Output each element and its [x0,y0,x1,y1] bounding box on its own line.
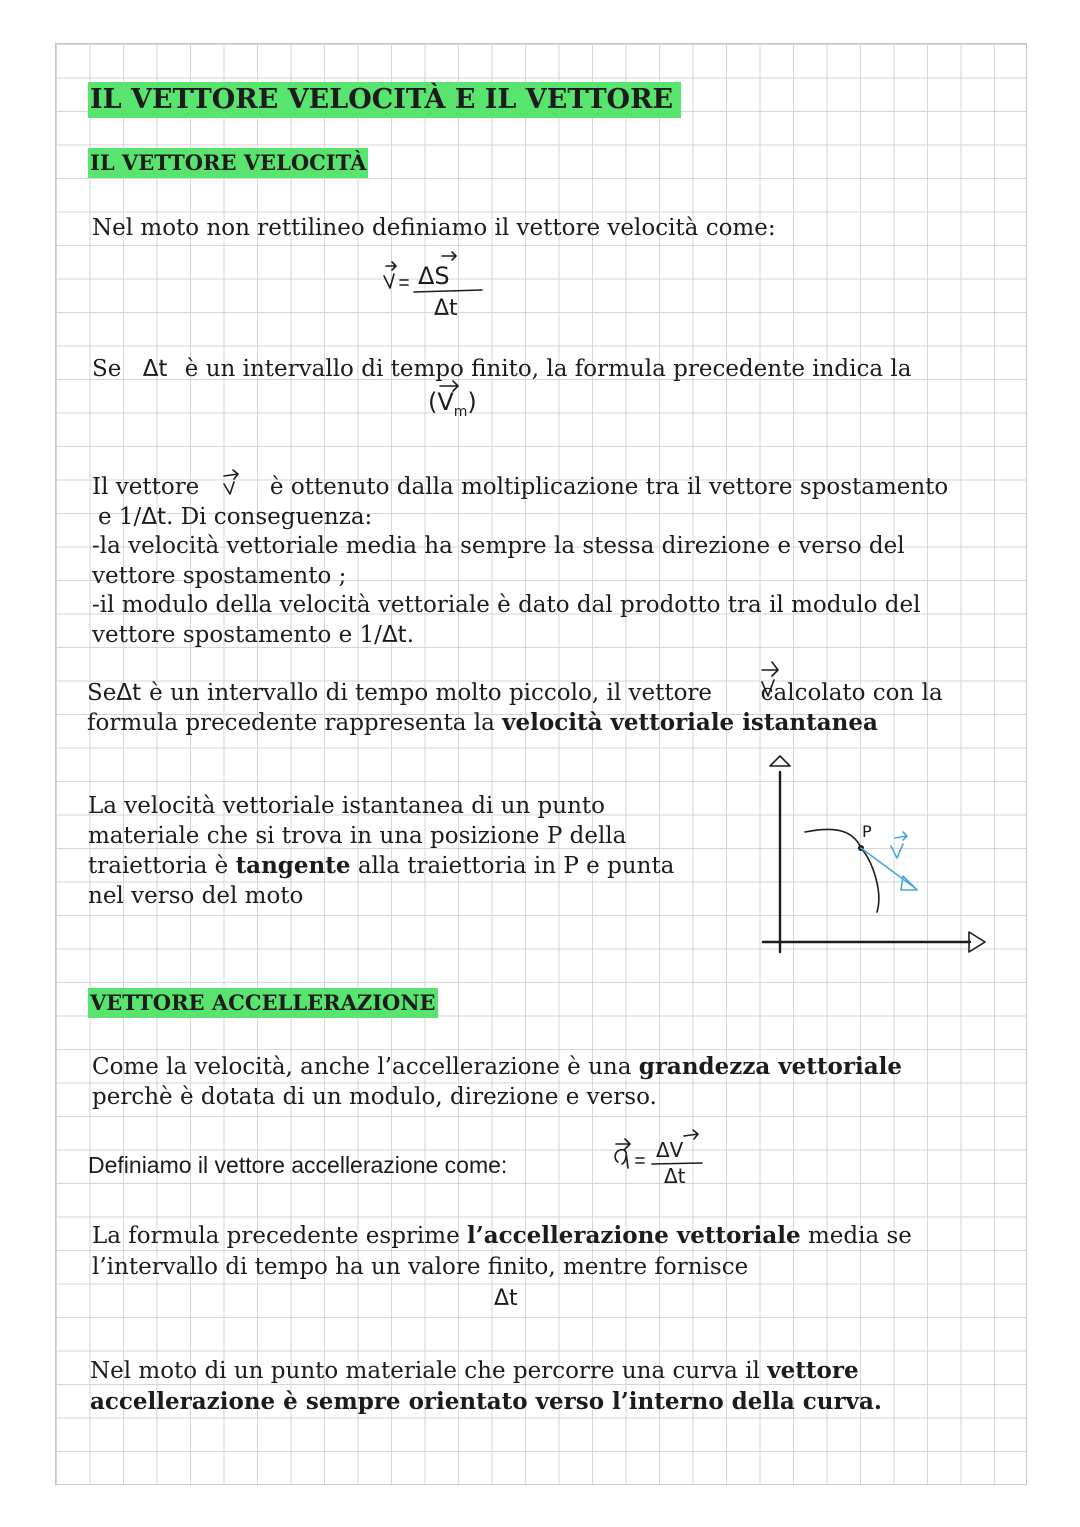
accel-formula-denominator: Δt [664,1164,686,1188]
vm-close: ) [467,388,477,416]
velocity-heading-text: IL VETTORE VELOCITÀ [88,148,368,178]
tan-line3a: traiettoria è [88,853,229,879]
bullet-1-line-b: vettore spostamento ; [92,563,347,589]
inst-prefix: Se [87,680,117,706]
vm-sub: m [453,403,468,420]
inst-text2: calcolato con la [760,680,943,706]
velocity-formula-denominator: Δt [434,296,458,321]
se-prefix: Se [92,356,122,382]
graph-point-label: P [862,822,872,841]
curve-line-1 [90,1356,859,1386]
vector-line-2 [98,502,372,532]
delta-t-handwritten: Δt [142,356,168,382]
delta-t-handwritten-5: Δt [494,1286,518,1311]
f-line1a: La formula precedente esprime [92,1223,460,1249]
tangent-line-4: nel verso del moto [88,883,304,909]
curve-line1a: Nel moto di un punto materiale che percorre una curva il [90,1358,760,1384]
definition-line: Nel moto non rettilineo definiamo il vettore velocità come: [92,215,776,241]
instant-line-1 [87,678,943,708]
tangent-bold: tangente [235,852,351,879]
bullet-2-line-a: -il modulo della velocità vettoriale è dato dal prodotto tra il modulo del [92,592,921,618]
accel-formula-numerator: ΔV [656,1138,684,1162]
f-line1b: media se [807,1223,912,1249]
bullet-1-line-a: -la velocità vettoriale media ha sempre la stessa direzione e verso del [92,533,905,559]
title-highlight: IL VETTORE VELOCITÀ E IL VETTORE [88,82,681,118]
vector-acceleration-bold: l’accellerazione vettoriale [467,1222,801,1249]
inst-text: è un intervallo di tempo molto piccolo, il vettore [149,680,713,706]
tangent-line-1: La velocità vettoriale istantanea di un punto [88,793,605,819]
vec-prefix: Il vettore [92,474,200,500]
curve-bold-1: vettore [767,1357,859,1384]
section-heading-acceleration [88,988,438,1018]
tan-line3b: alla traiettoria in P e punta [357,853,675,879]
accel-line1a: Come la velocità, anche l’accellerazione è una [92,1054,632,1080]
finite-interval-text: è un intervallo di tempo finito, la formula precedente indica la [184,356,912,382]
instant-velocity-bold: velocità vettoriale istantanea [502,709,878,736]
curve-bold-2: accellerazione è sempre orientato verso l’interno della curva. [90,1388,882,1415]
inst-line2: formula precedente rappresenta la [87,710,495,736]
tangent-line-2: materiale che si trova in una posizione P della [88,823,627,849]
section-heading-velocity [88,148,368,178]
tangent-line-3 [88,851,674,881]
bullet2c-text: . [406,622,415,648]
vec-line2b: . Di conseguenza: [166,504,373,530]
vector-quantity-bold: grandezza vettoriale [638,1053,903,1080]
accel-definition: Definiamo il vettore accellerazione come: [88,1152,508,1178]
page-title [88,82,681,118]
curve-line-2 [90,1387,882,1417]
instant-line-2 [87,708,878,738]
v-vector-icon-2 [756,656,786,702]
accel-line-2: perchè è dotata di un modulo, direzione e verso. [92,1084,657,1110]
vm-handwritten [428,388,477,420]
bullet-2-line-b [92,620,414,650]
trajectory-graph [755,752,995,967]
velocity-formula-numerator: ΔS [418,262,450,290]
acceleration-heading-text: VETTORE ACCELLERAZIONE [88,988,438,1018]
finite-interval-line [92,354,911,384]
bullet2b-text: vettore spostamento e 1/ [92,622,382,648]
v-vector-icon [218,466,248,500]
delta-t-handwritten-3: Δt [381,622,407,648]
formula-expr-line-1 [92,1221,912,1251]
delta-t-handwritten-2: Δt [141,504,167,530]
delta-t-handwritten-4: Δt [116,680,142,706]
vec-text: è ottenuto dalla moltiplicazione tra il vettore spostamento [269,474,949,500]
formula-expr-line-2: l’intervallo di tempo ha un valore finito, mentre fornisce [92,1254,749,1280]
vm-label: (V [428,388,454,416]
accel-line-1 [92,1052,902,1082]
vm-arrow-icon [436,378,466,392]
vec-line2a: e 1/ [98,504,142,530]
